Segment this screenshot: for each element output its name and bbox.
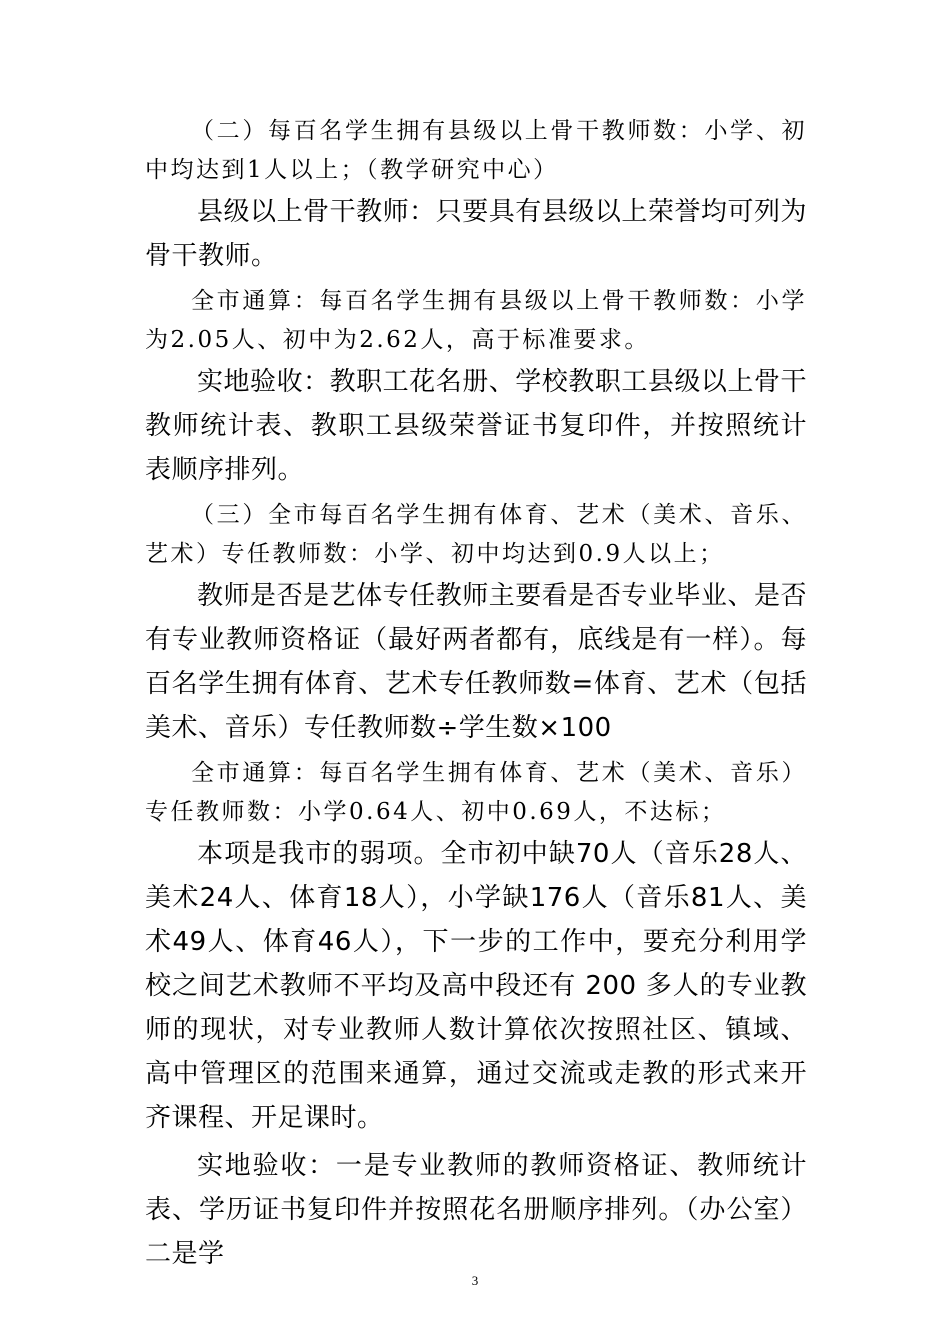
paragraph-arts-teacher-citywide: 全市通算：每百名学生拥有体育、艺术（美术、音乐）专任教师数：小学0.64人、初中0.69人，不达标； — [145, 760, 807, 825]
page-number: 3 — [471, 1273, 479, 1288]
paragraph-backbone-teacher-inspection: 实地验收：教职工花名册、学校教职工县级以上骨干教师统计表、教职工县级荣誉证书复印件，并按照统计表顺序排列。 — [145, 367, 807, 485]
paragraph-arts-teacher-definition: 教师是否是艺体专任教师主要看是否专业毕业、是否有专业教师资格证（最好两者都有，底线是有一样）。每百名学生拥有体育、艺术专任教师数=体育、艺术（包括美术、音乐）专任教师数÷学生数×100 — [145, 581, 807, 743]
paragraph-arts-teacher-weakness: 本项是我市的弱项。全市初中缺70人（音乐28人、美术24人、体育18人），小学缺176人（音乐81人、美术49人、体育46人），下一步的工作中，要充分利用学校之间艺术教师不平均及高中段还有 200 多人的专业教师的现状，对专业教师人数计算依次按照社区、镇域、高中管理区的范围来通算，通过交流或走教的形式来开齐课程、开足课时。 — [145, 839, 807, 1133]
paragraph-backbone-teacher-standard: （二）每百名学生拥有县级以上骨干教师数：小学、初中均达到1人以上；（教学研究中心） — [145, 118, 807, 183]
paragraph-arts-teacher-standard: （三）全市每百名学生拥有体育、艺术（美术、音乐、艺术）专任教师数：小学、初中均达到0.9人以上； — [145, 502, 807, 567]
paragraph-arts-teacher-inspection: 实地验收：一是专业教师的教师资格证、教师统计表、学历证书复印件并按照花名册顺序排列。（办公室）二是学 — [145, 1151, 807, 1269]
paragraph-backbone-teacher-definition: 县级以上骨干教师：只要具有县级以上荣誉均可列为骨干教师。 — [145, 197, 807, 271]
document-body — [145, 112, 807, 1276]
paragraph-backbone-teacher-citywide: 全市通算：每百名学生拥有县级以上骨干教师数：小学为2.05人、初中为2.62人，高于标准要求。 — [145, 288, 807, 353]
